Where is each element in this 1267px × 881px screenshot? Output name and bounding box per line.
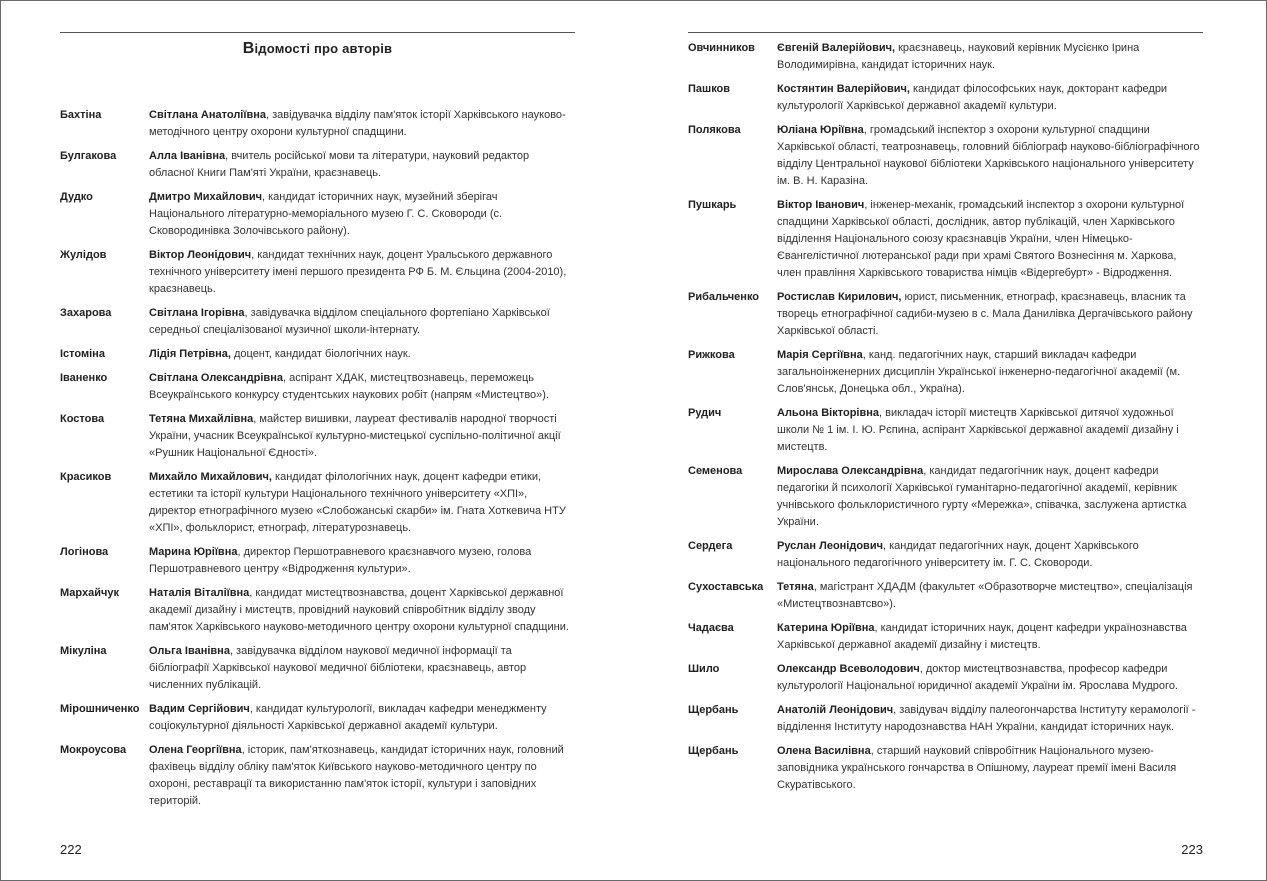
author-description	[149, 148, 575, 182]
author-entry	[60, 701, 575, 735]
author-name: Костянтин Валерійович,	[777, 83, 910, 95]
author-surname: Костова	[60, 413, 105, 425]
author-entry	[60, 346, 575, 363]
author-name: Дмитро Михайлович	[149, 191, 263, 203]
author-details: доцент, кандидат біологічних наук.	[230, 348, 411, 360]
page-number: 223	[1181, 842, 1203, 857]
author-entry	[60, 189, 575, 240]
author-name: Юліана Юріївна	[777, 124, 864, 136]
author-entry	[688, 81, 1203, 115]
author-name: Тетяна	[777, 581, 814, 593]
author-description	[149, 469, 575, 537]
author-details: , кандидат історичних наук, музейний зберігач Національного літературно-меморіального музею Г. С. Сковороди (с. Сковородинівка Золочівського району).	[149, 191, 503, 237]
author-entry	[688, 620, 1203, 654]
author-surname: Мокроусова	[60, 744, 127, 756]
author-surname: Пашков	[688, 83, 731, 95]
author-description	[777, 347, 1203, 398]
author-name: Євгеній Валерійович,	[777, 42, 896, 54]
author-details: , завідувач відділу палеогончарства Інституту керамології - відділення Інституту народознавства НАН України, кандидат історичних наук.	[777, 704, 1196, 733]
author-description	[777, 661, 1203, 695]
author-description	[777, 579, 1203, 613]
author-name: Віктор Леонідович	[149, 249, 252, 261]
author-surname: Сухоставська	[688, 581, 764, 593]
author-description	[777, 81, 1203, 115]
author-details: краєзнавець, науковий керівник Мусієнко Ірина Володимирівна, кандидат історичних наук.	[777, 42, 1140, 71]
author-details: , завідувачка відділу пам'яток історії Харківського науково-методічного центру охорони культурної спадщини.	[149, 109, 566, 138]
author-entry	[60, 107, 575, 141]
author-details: , майстер вишивки, лауреат фестивалів народної творчості України, учасник Всеукраїнської культурно-мистецької суспільно-політичної акції «Рушник Національної Єдності».	[149, 413, 561, 459]
author-description	[777, 40, 1203, 74]
author-details: , доктор мистецтвознавства, професор кафедри культурології Національної юридичної академії України ім. Ярослава Мудрого.	[777, 663, 1178, 692]
author-name: Олена Георгіївна	[149, 744, 242, 756]
author-details: , інженер-механік, громадський інспектор з охорони культурної спадщини Харківської області, дослідник, автор публікацій, член Харківського відділення Національного союзу краєзнавців України, член Німецько-Євангелістичної лютеранської ради при храмі Святого Вознесіння м. Харкова, член правління Харківського товариства німців «Відергебурт» - Відродження.	[777, 199, 1185, 279]
author-description	[149, 643, 575, 694]
author-description	[149, 742, 575, 810]
author-surname: Булгакова	[60, 150, 117, 162]
author-entry	[60, 585, 575, 636]
author-surname: Рижкова	[688, 349, 735, 361]
author-description	[149, 701, 575, 735]
author-surname: Красиков	[60, 471, 112, 483]
author-name: Руслан Леонідович	[777, 540, 883, 552]
author-surname: Жулідов	[60, 249, 107, 261]
author-description	[777, 743, 1203, 794]
author-surname: Овчинников	[688, 42, 755, 54]
author-surname: Щербань	[688, 704, 739, 716]
author-entry	[688, 661, 1203, 695]
author-details: , директор Першотравневого краєзнавчого музею, голова Першотравневого центру «Відродження культури».	[149, 546, 532, 575]
author-name: Михайло Михайлович,	[149, 471, 272, 483]
author-description	[777, 620, 1203, 654]
author-entry	[60, 370, 575, 404]
author-details: , громадський інспектор з охорони культурної спадщини Харківської області, театрознавець, головний бібліограф науково-бібліографічного відділу Центральної наукової бібліотеки Харківського національного університету ім. В. Н. Каразіна.	[777, 124, 1200, 187]
author-surname: Мікуліна	[60, 645, 107, 657]
author-description	[149, 544, 575, 578]
author-surname: Мірошниченко	[60, 703, 140, 715]
author-details: , кандидат педагогічник наук, доцент кафедри педагогіки й психології Харківської гуманітарно-педагогічної академії, керівник учнівського фольклористичного гурту «Мережка», співачка, заслужена артистка України.	[777, 465, 1187, 528]
author-surname: Мархайчук	[60, 587, 119, 599]
header-rule	[60, 32, 575, 33]
author-surname: Полякова	[688, 124, 741, 136]
author-surname: Захарова	[60, 307, 112, 319]
author-name: Світлана Олександрівна	[149, 372, 283, 384]
author-entry	[688, 40, 1203, 74]
author-surname: Істоміна	[60, 348, 105, 360]
author-details: , історик, пам'яткознавець, кандидат історичних наук, головний фахівець відділу обліку пам'яток Київського науково-методичного центру по охороні, реставрації та використанню пам'яток історії, культури і заповідних територій.	[149, 744, 564, 807]
author-entry	[60, 247, 575, 298]
author-description	[149, 305, 575, 339]
author-details: кандидат філософських наук, докторант кафедри культурології Харківської державної академії культури.	[777, 83, 1168, 112]
author-details: , завідувачка відділом наукової медичної інформації та бібліографії Харківської наукової медичної бібліотеки, краєзнавець, автор численних публікацій.	[149, 645, 527, 691]
author-details: кандидат філологічних наук, доцент кафедри етики, естетики та історії культури Національного технічного університету «ХПІ», директор етнографічного музею «Слобожанські скарби» ім. Гната Хоткевича НТУ «ХПІ», фольклорист, етнограф, літературознавець.	[149, 471, 566, 534]
author-entry	[60, 411, 575, 462]
author-details: , кандидат педагогічних наук, доцент Харківського національного педагогічного університету ім. Г. С. Сковороди.	[777, 540, 1139, 569]
author-details: , кандидат мистецтвознавства, доцент Харківської державної академії дизайну і мистецтв, провідний науковий співробітник відділу зводу пам'яток Харківського науково-методичного центру охорони культурної спадщини.	[149, 587, 569, 633]
author-description	[149, 370, 575, 404]
author-name: Марія Сергіївна	[777, 349, 863, 361]
author-name: Олена Василівна	[777, 745, 871, 757]
author-description	[777, 289, 1203, 340]
section-title: Відомості про авторів	[242, 40, 393, 57]
page-number: 222	[60, 842, 82, 857]
author-entry	[688, 405, 1203, 456]
author-description	[149, 247, 575, 298]
author-name: Мирослава Олександрівна	[777, 465, 924, 477]
author-details: , аспірант ХДАК, мистецтвознавець, переможець Всеукраїнського конкурсу студентських наукових робіт (напрям «Мистецтво»).	[149, 372, 550, 401]
author-description	[777, 122, 1203, 190]
author-entry	[60, 148, 575, 182]
author-surname: Дудко	[60, 191, 93, 203]
author-name: Анатолій Леонідович	[777, 704, 894, 716]
author-details: , старший науковий співробітник Національного музею-заповідника українського гончарства в Опішному, лауреат премії імені Василя Скуратівського.	[777, 745, 1177, 791]
author-details: , кандидат культурології, викладач кафедри менеджменту соціокультурної діяльності Харківської державної академії культури.	[149, 703, 547, 732]
author-name: Віктор Іванович	[777, 199, 865, 211]
author-name: Алла Іванівна	[149, 150, 226, 162]
author-name: Ольга Іванівна	[149, 645, 230, 657]
author-description	[149, 411, 575, 462]
author-list	[688, 40, 1203, 801]
author-details: , кандидат технічних наук, доцент Уральського державного технічного університету імені першого президента РФ Б. М. Єльцина (2004-2010), краєзнавець.	[149, 249, 567, 295]
author-details: , канд. педагогічних наук, старший викладач кафедри загальноінженерних дисциплін Української інженерно-педагогічної академії (м. Слов'янськ, Донецька обл., Україна).	[777, 349, 1181, 395]
author-surname: Іваненко	[60, 372, 108, 384]
author-name: Альона Вікторівна	[777, 407, 879, 419]
author-entry	[688, 579, 1203, 613]
author-description	[777, 463, 1203, 531]
author-entry	[60, 643, 575, 694]
author-entry	[688, 702, 1203, 736]
author-description	[149, 585, 575, 636]
author-name: Світлана Анатоліївна	[149, 109, 266, 121]
header-rule	[688, 32, 1203, 33]
author-details: , кандидат історичних наук, доцент кафедри українознавства Харківської державної академії дизайну і мистецтв.	[777, 622, 1187, 651]
author-entry	[688, 289, 1203, 340]
author-entry	[60, 742, 575, 810]
author-name: Лідія Петрівна,	[149, 348, 231, 360]
author-entry	[688, 197, 1203, 282]
author-surname: Сердега	[688, 540, 733, 552]
author-description	[149, 346, 575, 363]
author-name: Світлана Ігорівна	[149, 307, 245, 319]
author-name: Олександр Всеволодович	[777, 663, 920, 675]
author-entry	[688, 743, 1203, 794]
author-name: Катерина Юріївна	[777, 622, 875, 634]
author-details: , вчитель російської мови та літератури, науковий редактор обласної Книги Пам'яті України, краєзнавець.	[149, 150, 530, 179]
author-surname: Щербань	[688, 745, 739, 757]
author-name: Марина Юріївна	[149, 546, 238, 558]
author-surname: Шило	[688, 663, 720, 675]
author-surname: Семенова	[688, 465, 743, 477]
author-description	[777, 538, 1203, 572]
author-surname: Рудич	[688, 407, 722, 419]
author-details: , викладач історії мистецтв Харківської дитячої художньої школи № 1 ім. І. Ю. Рєпина, аспірант Харківської державної академії дизайну і мистецтв.	[777, 407, 1179, 453]
author-entry	[688, 122, 1203, 190]
author-details: , завідувачка відділом спеціального фортепіано Харківської середньої спеціалізованої музичної школи-інтернату.	[149, 307, 550, 336]
author-entry	[688, 347, 1203, 398]
author-description	[777, 702, 1203, 736]
author-list	[60, 107, 575, 817]
author-entry	[60, 544, 575, 578]
author-name: Тетяна Михайлівна	[149, 413, 254, 425]
author-surname: Бахтіна	[60, 109, 102, 121]
author-description	[149, 107, 575, 141]
author-entry	[60, 469, 575, 537]
author-name: Наталія Віталіївна	[149, 587, 250, 599]
author-entry	[688, 538, 1203, 572]
author-surname: Пушкарь	[688, 199, 737, 211]
author-name: Вадим Сергійович	[149, 703, 250, 715]
author-description	[777, 405, 1203, 456]
author-entry	[60, 305, 575, 339]
author-description	[149, 189, 575, 240]
author-description	[777, 197, 1203, 282]
author-name: Ростислав Кирилович,	[777, 291, 902, 303]
author-details: юрист, письменник, етнограф, краєзнавець, власник та творець етнографічної садиби-музею в с. Мала Данилівка Дергачівського району Харківської області.	[777, 291, 1193, 337]
author-surname: Чадаєва	[688, 622, 734, 634]
author-details: , магістрант ХДАДМ (факультет «Образотворче мистецтво», спеціалізація «Мистецтвознавтсво»).	[777, 581, 1193, 610]
author-entry	[688, 463, 1203, 531]
author-surname: Рибальченко	[688, 291, 760, 303]
author-surname: Логінова	[60, 546, 109, 558]
